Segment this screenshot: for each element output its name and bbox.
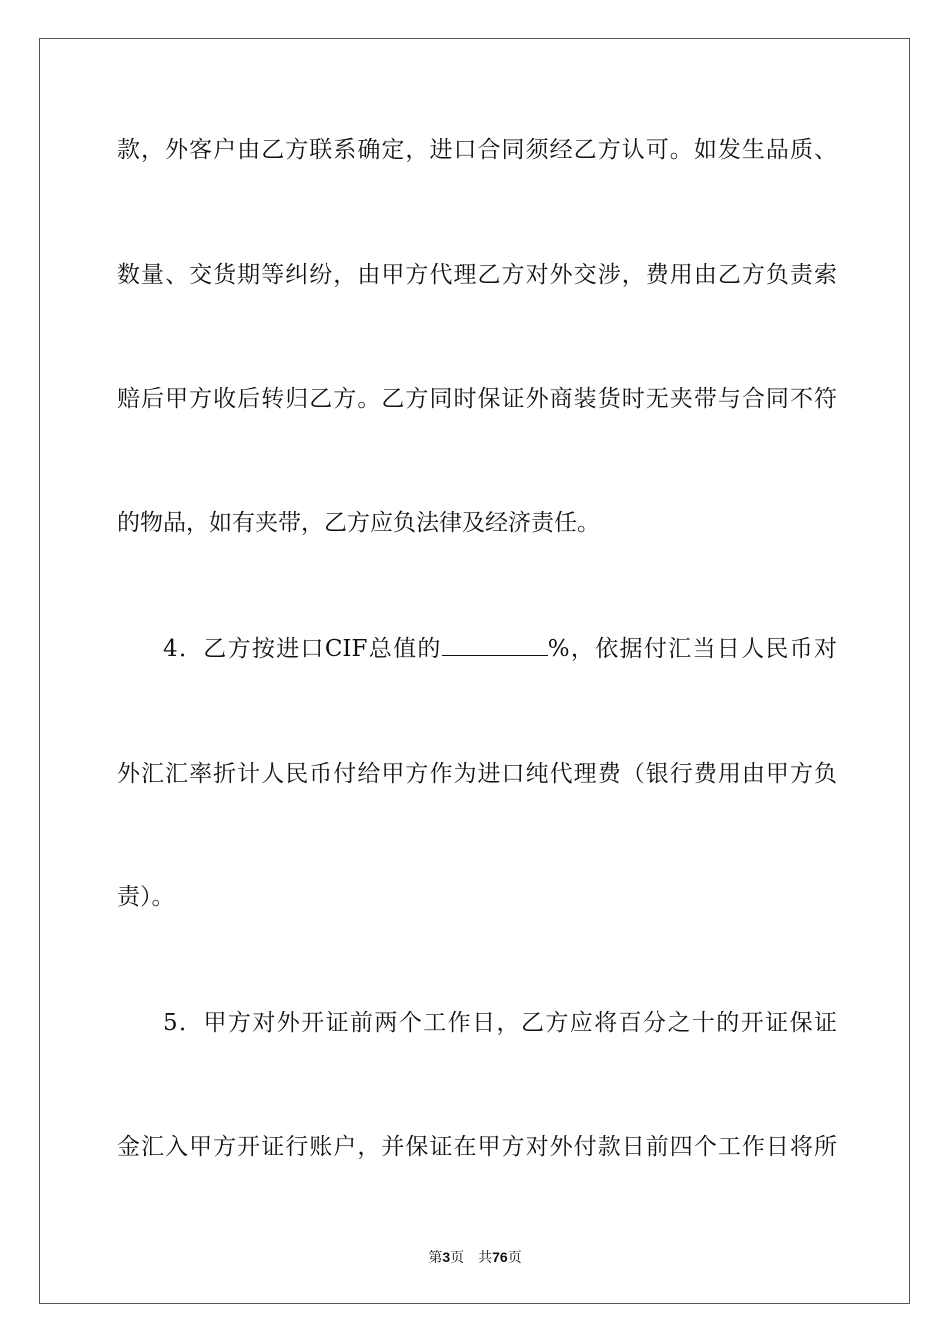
footer-page-suffix: 页 — [450, 1250, 465, 1266]
clause-5-line: 5．甲方对外开证前两个工作日，乙方应将百分之十的开证保证 — [163, 1010, 837, 1036]
text-line-4: 的物品，如有夹带，乙方应负法律及经济责任。 — [117, 510, 600, 536]
footer-prefix: 第 — [428, 1250, 443, 1266]
clause-4-after-blank: %，依据付汇当日人民币对 — [547, 636, 838, 662]
text-line-3: 赔后甲方收后转归乙方。乙方同时保证外商装货时无夹带与合同不符 — [117, 386, 837, 412]
text-line-7: 责）。 — [117, 884, 175, 910]
clause-4-before-blank: 4．乙方按进口CIF总值的 — [163, 636, 442, 662]
text-line-9: 金汇入甲方开证行账户，并保证在甲方对外付款日前四个工作日将所 — [117, 1134, 837, 1160]
text-line-2: 数量、交货期等纠纷，由甲方代理乙方对外交涉，费用由乙方负责索 — [117, 262, 837, 288]
text-line-6: 外汇汇率折计人民币付给甲方作为进口纯代理费（银行费用由甲方负 — [117, 761, 837, 787]
text-line-1: 款，外客户由乙方联系确定，进口合同须经乙方认可。如发生品质、 — [117, 137, 837, 163]
footer-page-number: 3 — [442, 1249, 451, 1265]
fill-in-blank — [442, 637, 548, 656]
page-footer — [0, 1247, 950, 1267]
page-frame — [39, 38, 910, 1304]
footer-total-suffix: 页 — [507, 1250, 522, 1266]
footer-total-prefix: 共 — [478, 1250, 493, 1266]
footer-total-pages: 76 — [492, 1249, 508, 1265]
clause-4-line — [163, 634, 837, 664]
